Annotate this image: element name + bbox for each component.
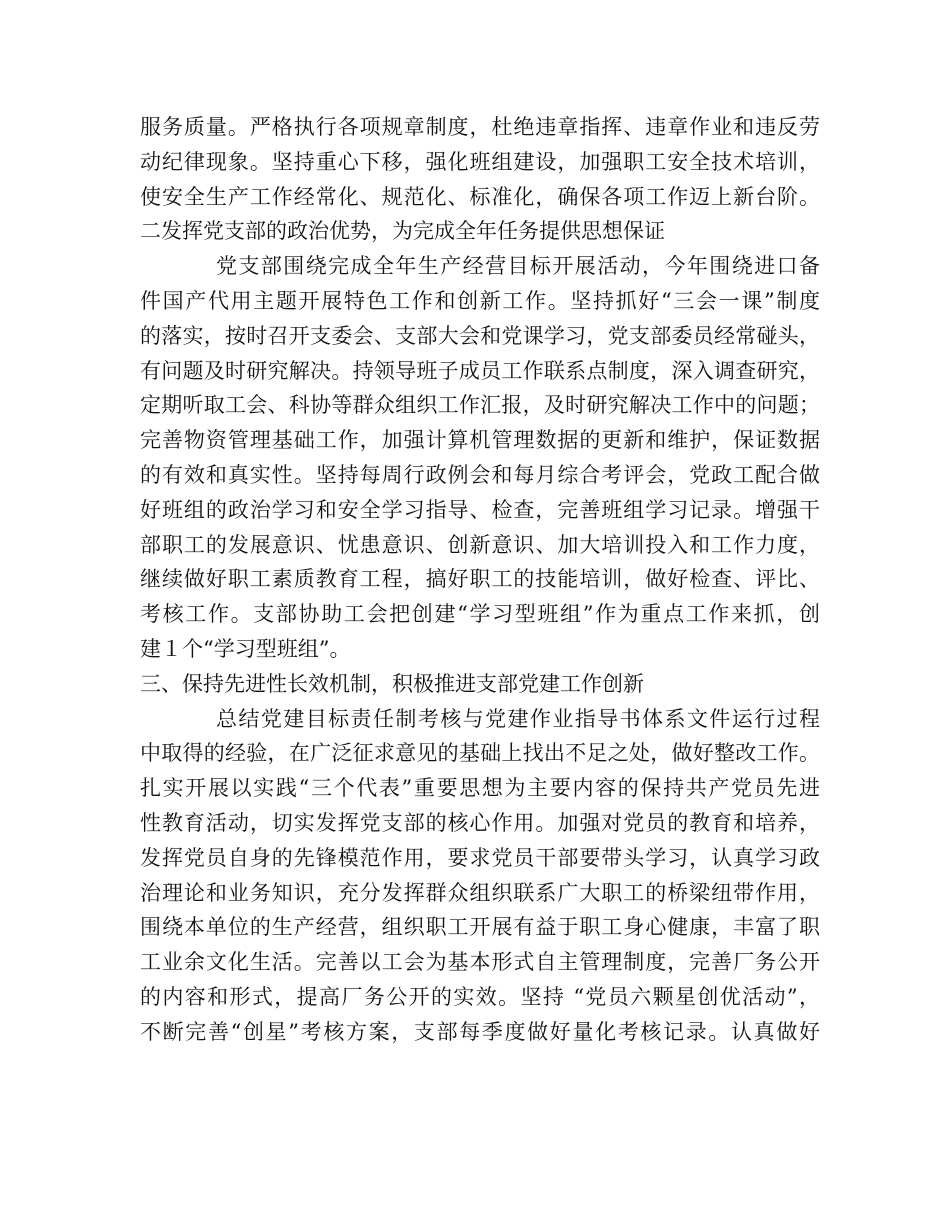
paragraph-line: 发挥党员自身的先锋模范作用，要求党员干部要带头学习，认真学习政 — [140, 845, 820, 870]
paragraph-line: 有问题及时研究解决。持领导班子成员工作联系点制度，深入调查研究， — [140, 358, 820, 383]
section-heading-2: 二发挥党支部的政治优势，为完成全年任务提供思想保证 — [140, 219, 665, 244]
paragraph-line: 动纪律现象。坚持重心下移，强化班组建设，加强职工安全技术培训， — [140, 149, 820, 174]
paragraph-line: 党支部围绕完成全年生产经营目标开展活动，今年围绕进口备 — [216, 254, 820, 279]
paragraph-line: 的有效和真实性。坚持每周行政例会和每月综合考评会，党政工配合做 — [140, 462, 820, 487]
paragraph-line: 的落实，按时召开支委会、支部大会和党课学习，党支部委员经常碰头， — [140, 323, 820, 348]
paragraph-line: 件国产代用主题开展特色工作和创新工作。坚持抓好“三会一课”制度 — [140, 288, 820, 313]
paragraph-line: 总结党建目标责任制考核与党建作业指导书体系文件运行过程 — [216, 706, 820, 731]
document-body — [140, 110, 820, 1050]
paragraph-line: 围绕本单位的生产经营，组织职工开展有益于职工身心健康，丰富了职 — [140, 915, 820, 940]
paragraph-line: 建１个“学习型班组”。 — [140, 636, 351, 661]
paragraph-line: 部职工的发展意识、忧患意识、创新意识、加大培训投入和工作力度， — [140, 532, 820, 557]
paragraph-line: 定期听取工会、科协等群众组织工作汇报，及时研究解决工作中的问题； — [140, 393, 820, 418]
paragraph-line: 好班组的政治学习和安全学习指导、检查，完善班组学习记录。增强干 — [140, 497, 820, 522]
paragraph-line: 治理论和业务知识，充分发挥群众组织联系广大职工的桥梁纽带作用， — [140, 880, 820, 905]
paragraph-line: 使安全生产工作经常化、规范化、标准化，确保各项工作迈上新台阶。 — [140, 184, 820, 209]
paragraph-line: 考核工作。支部协助工会把创建“学习型班组”作为重点工作来抓，创 — [140, 602, 820, 627]
paragraph-line: 继续做好职工素质教育工程，搞好职工的技能培训，做好检查、评比、 — [140, 567, 820, 592]
paragraph-line: 工业余文化生活。完善以工会为基本形式自主管理制度，完善厂务公开 — [140, 950, 820, 975]
paragraph-line: 不断完善“创星”考核方案，支部每季度做好量化考核记录。认真做好 — [140, 1019, 820, 1044]
paragraph-line: 服务质量。严格执行各项规章制度，杜绝违章指挥、违章作业和违反劳 — [140, 115, 820, 139]
section-heading-3: 三、保持先进性长效机制，积极推进支部党建工作创新 — [140, 671, 644, 696]
paragraph-line: 扎实开展以实践“三个代表”重要思想为主要内容的保持共产党员先进 — [140, 776, 820, 801]
paragraph-line: 中取得的经验，在广泛征求意见的基础上找出不足之处，做好整改工作。 — [140, 741, 820, 766]
paragraph-line: 性教育活动，切实发挥党支部的核心作用。加强对党员的教育和培养， — [140, 810, 820, 835]
paragraph-line: 完善物资管理基础工作，加强计算机管理数据的更新和维护，保证数据 — [140, 428, 820, 453]
paragraph-line: 的内容和形式，提高厂务公开的实效。坚持 “党员六颗星创优活动”， — [140, 984, 820, 1009]
